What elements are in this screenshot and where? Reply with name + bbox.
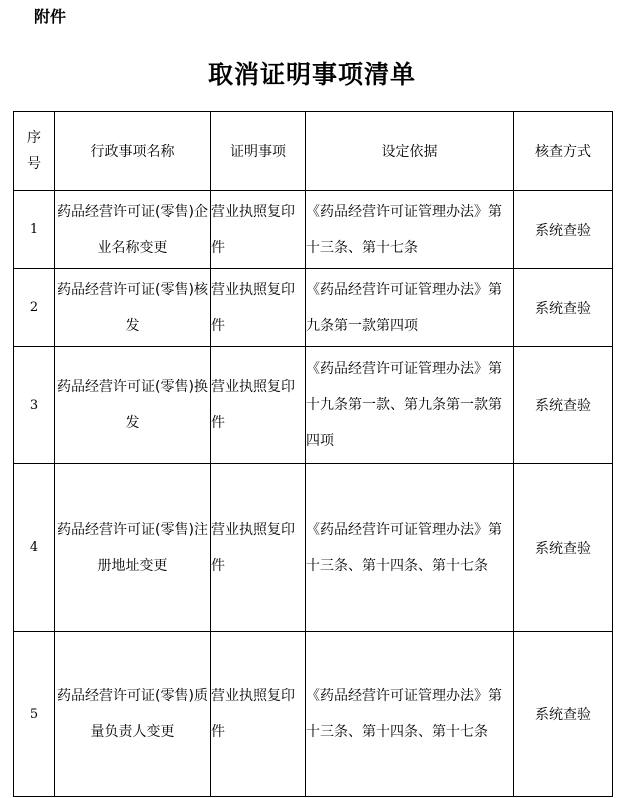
check-method: 系统查验 xyxy=(514,632,613,797)
proof-item: 营业执照复印件 xyxy=(211,191,306,269)
legal-basis: 《药品经营许可证管理办法》第十三条、第十七条 xyxy=(306,191,514,269)
table-row xyxy=(14,464,613,632)
header-check-method: 核查方式 xyxy=(514,112,613,191)
table-row xyxy=(14,347,613,464)
item-name: 药品经营许可证(零售)质量负责人变更 xyxy=(55,632,211,797)
proof-item: 营业执照复印件 xyxy=(211,269,306,347)
item-name: 药品经营许可证(零售)换发 xyxy=(55,347,211,464)
document-title: 取消证明事项清单 xyxy=(207,60,416,89)
header-serial-number: 序号 xyxy=(14,112,55,191)
item-name: 药品经营许可证(零售)核发 xyxy=(55,269,211,347)
table-row xyxy=(14,632,613,797)
row-number: 4 xyxy=(14,464,55,632)
header-legal-basis: 设定依据 xyxy=(306,112,514,191)
item-name: 药品经营许可证(零售)注册地址变更 xyxy=(55,464,211,632)
row-number: 3 xyxy=(14,347,55,464)
row-number: 2 xyxy=(14,269,55,347)
table-row xyxy=(14,191,613,269)
header-proof-item: 证明事项 xyxy=(211,112,306,191)
proof-item: 营业执照复印件 xyxy=(211,632,306,797)
legal-basis: 《药品经营许可证管理办法》第九条第一款第四项 xyxy=(306,269,514,347)
header-item-name: 行政事项名称 xyxy=(55,112,211,191)
table-row xyxy=(14,269,613,347)
item-name: 药品经营许可证(零售)企业名称变更 xyxy=(55,191,211,269)
check-method: 系统查验 xyxy=(514,269,613,347)
legal-basis: 《药品经营许可证管理办法》第十九条第一款、第九条第一款第四项 xyxy=(306,347,514,464)
check-method: 系统查验 xyxy=(514,191,613,269)
proof-item: 营业执照复印件 xyxy=(211,347,306,464)
legal-basis: 《药品经营许可证管理办法》第十三条、第十四条、第十七条 xyxy=(306,464,514,632)
legal-basis: 《药品经营许可证管理办法》第十三条、第十四条、第十七条 xyxy=(306,632,514,797)
attachment-label: 附件 xyxy=(34,7,67,26)
check-method: 系统查验 xyxy=(514,347,613,464)
row-number: 5 xyxy=(14,632,55,797)
table-header-row xyxy=(14,112,613,191)
proof-item: 营业执照复印件 xyxy=(211,464,306,632)
cancelled-proofs-table xyxy=(13,111,613,797)
row-number: 1 xyxy=(14,191,55,269)
check-method: 系统查验 xyxy=(514,464,613,632)
